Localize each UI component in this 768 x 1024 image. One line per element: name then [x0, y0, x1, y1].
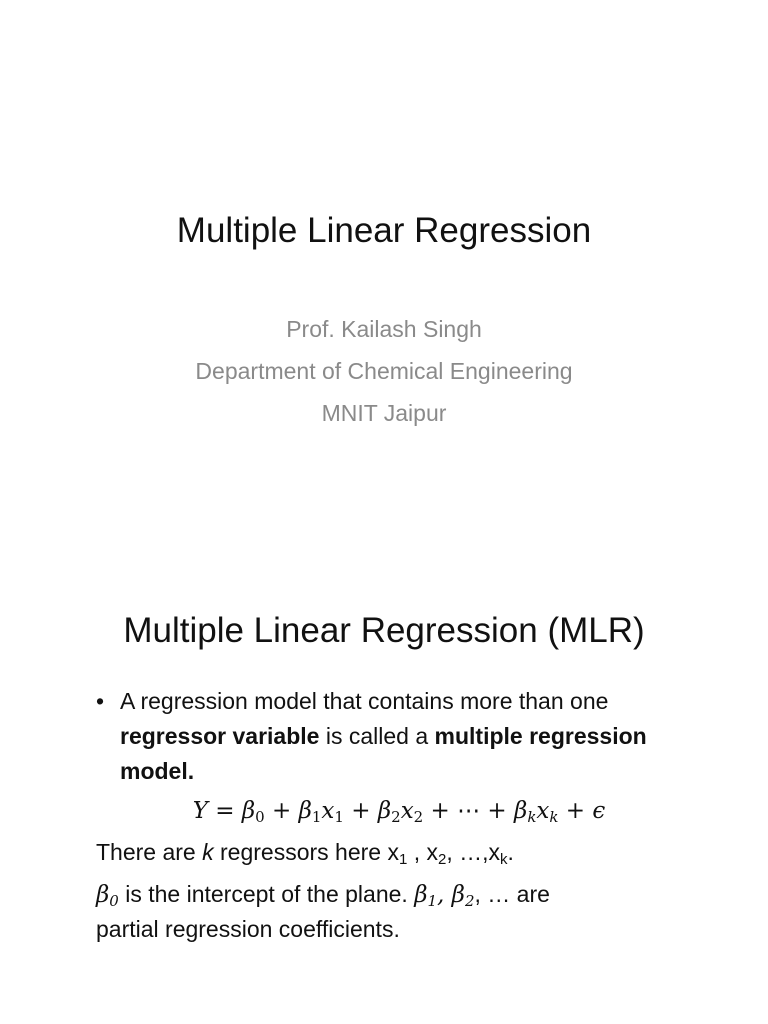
- subscript: 1: [398, 851, 408, 868]
- eq-term: β: [514, 798, 528, 824]
- eq-term: ϵ: [592, 798, 606, 824]
- italic-term: k: [202, 839, 214, 865]
- text-run: A regression model that contains more than one: [120, 688, 609, 714]
- eq-op: =: [207, 798, 242, 824]
- text-run: is the intercept of the plane.: [118, 881, 415, 907]
- author-name: Prof. Kailash Singh: [286, 316, 482, 342]
- subscript: 1: [427, 892, 438, 910]
- text-run: .: [507, 839, 514, 865]
- eq-term: x: [321, 798, 335, 824]
- bold-term: regressor variable: [120, 723, 320, 749]
- slide-title: Multiple Linear Regression (MLR): [123, 611, 645, 650]
- institute-name: MNIT Jaipur: [321, 400, 447, 426]
- bold-term: multiple regression model.: [120, 723, 647, 784]
- intercept-line: [96, 877, 696, 913]
- eq-sub: k: [527, 808, 537, 826]
- eq-sub: k: [549, 808, 559, 826]
- text-run: , x: [407, 839, 438, 865]
- department-name: Department of Chemical Engineering: [195, 358, 573, 384]
- math-term: β: [451, 882, 465, 908]
- eq-sub: 2: [413, 808, 424, 826]
- eq-term: β: [377, 798, 392, 824]
- eq-op: + ⋯ +: [423, 798, 515, 824]
- text-run: There are: [96, 839, 203, 865]
- eq-sub: 1: [311, 808, 322, 826]
- subscript: k: [500, 851, 508, 868]
- eq-term: β: [241, 798, 256, 824]
- math-term: β: [414, 882, 428, 908]
- bullet-icon: •: [96, 688, 105, 714]
- content-slide: [0, 512, 768, 1024]
- text-run: is called a: [319, 723, 435, 749]
- eq-term: x: [400, 798, 414, 824]
- subscript: 2: [464, 892, 475, 910]
- regressors-line: [96, 835, 696, 870]
- text-run: ,: [437, 882, 452, 908]
- eq-term: Y: [192, 798, 208, 824]
- eq-op: +: [264, 798, 299, 824]
- slide-subtitle: [0, 308, 768, 434]
- eq-sub: 0: [255, 808, 265, 826]
- eq-op: +: [558, 798, 593, 824]
- text-run: , … are: [474, 881, 550, 907]
- slide-title: Multiple Linear Regression: [176, 211, 592, 250]
- bullet-text: [120, 684, 656, 789]
- bullet-item: [96, 684, 656, 789]
- subscript: 0: [109, 892, 119, 910]
- regression-equation: [0, 794, 768, 828]
- eq-sub: 2: [391, 808, 401, 826]
- eq-sub: 1: [334, 808, 344, 826]
- eq-op: +: [343, 798, 378, 824]
- eq-term: x: [536, 798, 550, 824]
- math-term: β: [96, 882, 110, 908]
- eq-term: β: [298, 798, 312, 824]
- text-run: regressors here x: [213, 839, 399, 865]
- text-run: , …,x: [446, 839, 500, 865]
- coefficients-line: partial regression coefficients.: [96, 916, 400, 942]
- subscript: 2: [437, 851, 447, 868]
